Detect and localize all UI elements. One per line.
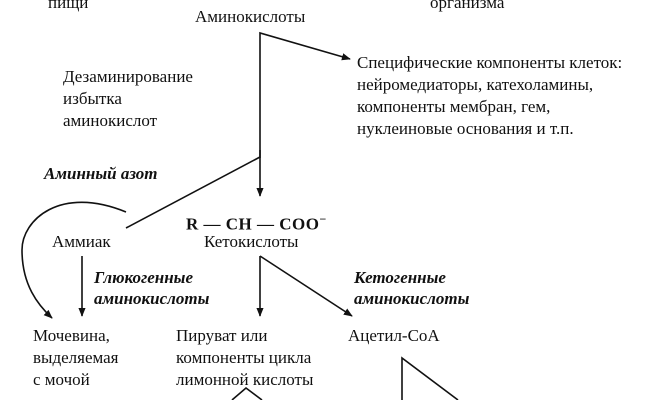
pyruvate-line: компоненты цикла — [176, 348, 312, 367]
ketogenic-line: аминокислоты — [354, 289, 470, 308]
specific-components-line: компоненты мембран, гем, — [357, 97, 551, 116]
formula-r: R — [186, 214, 199, 234]
deamination-line: Дезаминирование — [63, 67, 193, 86]
glucogenic-line: Глюкогенные — [94, 268, 194, 287]
ketoacids-label: Кетокислоты — [204, 232, 299, 251]
urea-line: Мочевина, — [33, 326, 110, 345]
arrow-ketoacids-to-acetyl-coa — [260, 256, 352, 316]
urea-line: выделяемая — [33, 348, 119, 367]
formula-bond: — — [257, 214, 275, 234]
pyruvate-line: лимонной кислоты — [176, 370, 314, 389]
top-left-fragment: пищи — [48, 0, 89, 12]
specific-components-line: нуклеиновые основания и т.п. — [357, 119, 574, 138]
top-right-fragment: организма — [430, 0, 505, 12]
glucogenic-line: аминокислоты — [94, 289, 210, 308]
ketogenic-line: Кетогенные — [354, 268, 446, 287]
aminoacids-label: Аминокислоты — [195, 7, 306, 26]
acetyl-coa-label: Ацетил-CoA — [348, 326, 440, 345]
formula-charge: − — [319, 212, 327, 226]
formula-coo: COO — [279, 214, 320, 234]
formula-ch: CH — [225, 214, 253, 234]
ketoacid-formula — [186, 209, 327, 235]
pyruvate-line: Пируват или — [176, 326, 268, 345]
ammonia-label: Аммиак — [52, 232, 111, 251]
urea-line: с мочой — [33, 370, 90, 389]
deamination-line: аминокислот — [63, 111, 158, 130]
specific-components-line: Специфические компоненты клеток: — [357, 53, 623, 72]
amine-nitrogen-label: Аминный азот — [44, 164, 158, 183]
specific-components-line: нейромедиаторы, катехоламины, — [357, 75, 594, 94]
acetyl-coa-continuation — [402, 358, 458, 400]
arrow-to-specific-components — [260, 33, 350, 158]
deamination-line: избытка — [63, 89, 122, 108]
formula-bond: — — [203, 214, 222, 234]
